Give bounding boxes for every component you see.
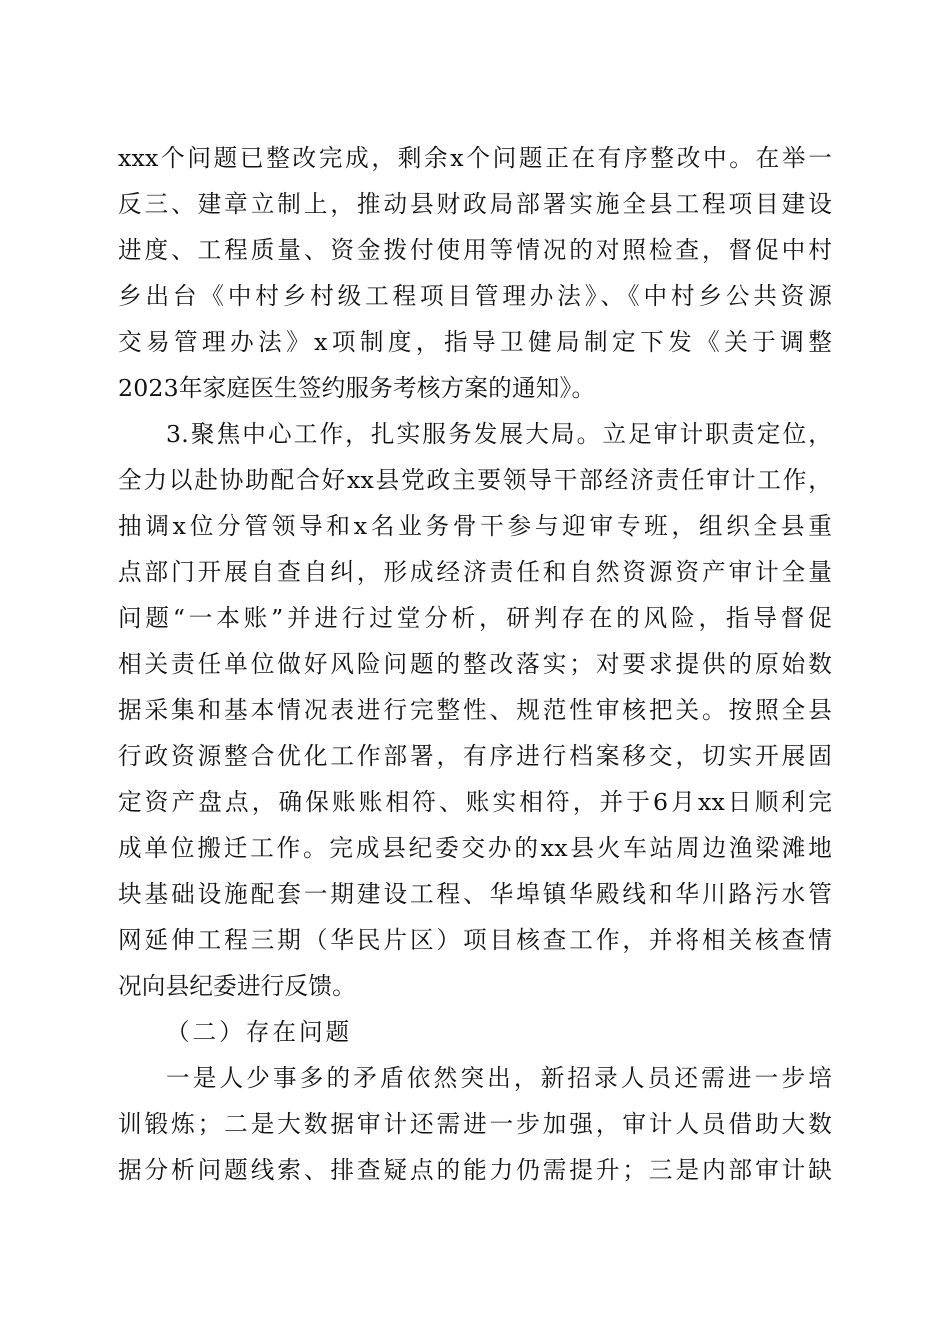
paragraph-line: 问题“一本账”并进行过堂分析，研判存在的风险，指导督促 (118, 604, 832, 632)
paragraph-line: 点部门开展自查自纠，形成经济责任和自然资源资产审计全量 (118, 558, 832, 586)
paragraph-line: 全力以赴协助配合好xx县党政主要领导干部经济责任审计工作， (118, 466, 832, 494)
paragraph-line: 乡出台《中村乡村级工程项目管理办法》、《中村乡公共资源 (118, 282, 832, 310)
paragraph-line: 块基础设施配套一期建设工程、华埠镇华殿线和华川路污水管 (118, 880, 832, 908)
paragraph-line: 2023年家庭医生签约服务考核方案的通知》。 (118, 374, 596, 402)
paragraph-line: xxx个问题已整改完成，剩余x个问题正在有序整改中。在举一 (118, 144, 832, 172)
paragraph-line: 训锻炼；二是大数据审计还需进一步加强，审计人员借助大数 (118, 1110, 832, 1138)
paragraph-line: 行政资源整合优化工作部署，有序进行档案移交，切实开展固 (118, 742, 832, 770)
paragraph-line: 3.聚焦中心工作，扎实服务发展大局。立足审计职责定位， (166, 420, 832, 448)
paragraph-line: 据采集和基本情况表进行完整性、规范性审核把关。按照全县 (118, 696, 832, 724)
paragraph-line: 反三、建章立制上，推动县财政局部署实施全县工程项目建设 (118, 190, 832, 218)
section-heading: （二）存在问题 (166, 1018, 353, 1046)
paragraph-line: 定资产盘点，确保账账相符、账实相符，并于6月xx日顺利完 (118, 788, 832, 816)
paragraph-line: 相关责任单位做好风险问题的整改落实；对要求提供的原始数 (118, 650, 832, 678)
paragraph-line: 交易管理办法》x项制度，指导卫健局制定下发《关于调整 (118, 328, 832, 356)
paragraph-line: 况向县纪委进行反馈。 (118, 972, 356, 1000)
paragraph-line: 据分析问题线索、排查疑点的能力仍需提升；三是内部审计缺 (118, 1156, 832, 1184)
paragraph-line: 进度、工程质量、资金拨付使用等情况的对照检查，督促中村 (118, 236, 832, 264)
paragraph-line: 成单位搬迁工作。完成县纪委交办的xx县火车站周边渔梁滩地 (118, 834, 832, 862)
paragraph-line: 抽调x位分管领导和x名业务骨干参与迎审专班，组织全县重 (118, 512, 832, 540)
paragraph-line: 一是人少事多的矛盾依然突出，新招录人员还需进一步培 (166, 1064, 832, 1092)
paragraph-line: 网延伸工程三期（华民片区）项目核查工作，并将相关核查情 (118, 926, 832, 954)
